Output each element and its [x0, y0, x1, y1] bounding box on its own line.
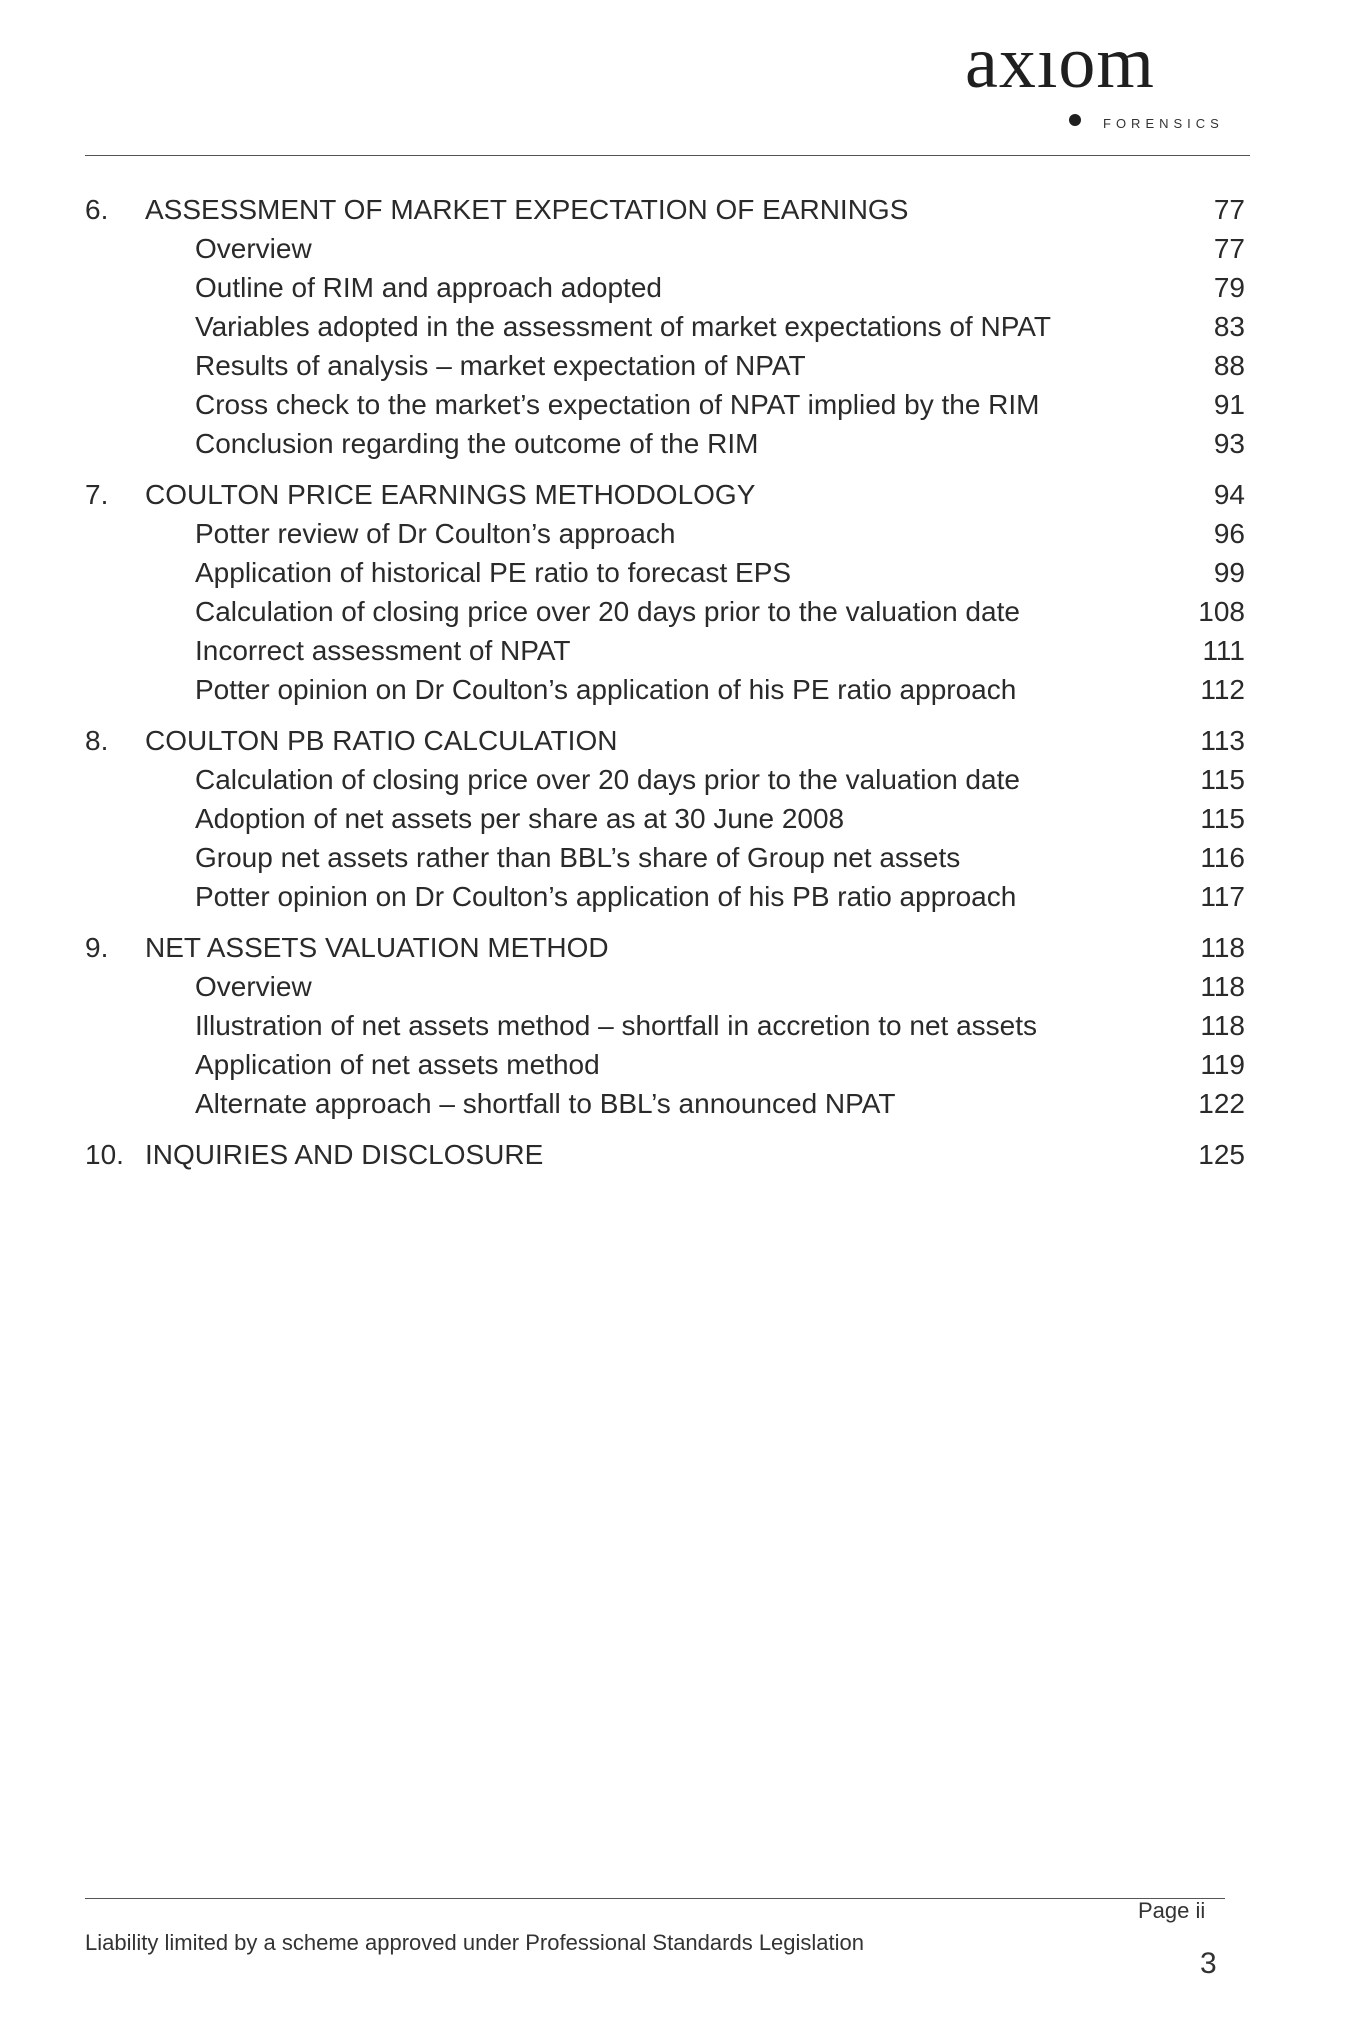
toc-entry-title: Alternate approach – shortfall to BBL’s announced NPAT	[195, 1088, 896, 1119]
toc-section-title: NET ASSETS VALUATION METHOD	[145, 932, 609, 963]
toc-section-number: 8.	[85, 725, 109, 756]
toc-entry-title: Results of analysis – market expectation of NPAT	[195, 350, 806, 381]
toc-section-heading[interactable]	[85, 190, 1245, 229]
toc-entry[interactable]	[85, 346, 1245, 385]
toc-entry[interactable]	[85, 760, 1245, 799]
liability-statement: Liability limited by a scheme approved under Professional Standards Legislation	[85, 1930, 865, 1955]
toc-page-number: 112	[1200, 674, 1245, 705]
toc-page-number: 91	[1213, 389, 1245, 420]
toc-entry-title: Calculation of closing price over 20 days prior to the valuation date	[195, 764, 1020, 795]
toc-page-number: 118	[1200, 1010, 1245, 1041]
toc-entry-title: Adoption of net assets per share as at 30 June 2008	[195, 803, 845, 834]
toc-entry-title: Conclusion regarding the outcome of the RIM	[195, 428, 759, 459]
axiom-forensics-logo	[965, 18, 1235, 131]
toc-page-number: 116	[1200, 842, 1245, 873]
toc-entry[interactable]	[85, 1045, 1245, 1084]
toc-entry[interactable]	[85, 877, 1245, 916]
toc-entry-title: Application of historical PE ratio to forecast EPS	[195, 557, 792, 588]
logo-wordmark: axıom	[965, 22, 1155, 104]
toc-entry-title: Overview	[195, 971, 312, 1002]
toc-section	[85, 928, 1245, 1123]
toc-entry-title: Application of net assets method	[195, 1049, 600, 1080]
toc-page-number: 115	[1200, 764, 1245, 795]
toc-section	[85, 1135, 1245, 1174]
toc-page-number: 99	[1213, 557, 1245, 588]
logo-dot	[1069, 114, 1081, 126]
toc-entry-title: Cross check to the market’s expectation of NPAT implied by the RIM	[195, 389, 1040, 420]
toc-section	[85, 475, 1245, 709]
page-label: Page ii	[1138, 1898, 1206, 1923]
toc-section-number: 7.	[85, 479, 109, 510]
toc-entry-title: Variables adopted in the assessment of market expectations of NPAT	[195, 311, 1051, 342]
toc-entry-title: Potter opinion on Dr Coulton’s application of his PB ratio approach	[195, 881, 1017, 912]
header-divider	[85, 155, 1250, 156]
toc-page-number: 94	[1213, 479, 1245, 510]
toc-entry-title: Group net assets rather than BBL’s share of Group net assets	[195, 842, 961, 873]
toc-entry-title: Incorrect assessment of NPAT	[195, 635, 571, 666]
toc-page-number: 96	[1213, 518, 1245, 549]
toc-entry[interactable]	[85, 307, 1245, 346]
toc-section	[85, 190, 1245, 463]
toc-section-heading[interactable]	[85, 928, 1245, 967]
toc-entry[interactable]	[85, 799, 1245, 838]
toc-section-title: ASSESSMENT OF MARKET EXPECTATION OF EARNINGS	[145, 194, 909, 225]
toc-page-number: 113	[1200, 725, 1245, 756]
footer-divider	[85, 1898, 1225, 1899]
toc-entry[interactable]	[85, 1084, 1245, 1123]
toc-section	[85, 721, 1245, 916]
toc-entry-title: Potter review of Dr Coulton’s approach	[195, 518, 676, 549]
toc-entry[interactable]	[85, 670, 1245, 709]
toc-section-heading[interactable]	[85, 721, 1245, 760]
toc-page-number: 83	[1213, 311, 1245, 342]
toc-entry[interactable]	[85, 592, 1245, 631]
toc-entry-title: Calculation of closing price over 20 days prior to the valuation date	[195, 596, 1020, 627]
toc-section-number: 6.	[85, 194, 109, 225]
table-of-contents	[85, 190, 1245, 1186]
toc-section-title: INQUIRIES AND DISCLOSURE	[145, 1139, 544, 1170]
toc-entry[interactable]	[85, 553, 1245, 592]
toc-section-number: 10.	[85, 1139, 124, 1170]
toc-entry[interactable]	[85, 838, 1245, 877]
toc-page-number: 93	[1213, 428, 1245, 459]
toc-page-number: 77	[1213, 194, 1245, 225]
toc-entry[interactable]	[85, 385, 1245, 424]
toc-page-number: 77	[1213, 233, 1245, 264]
toc-entry[interactable]	[85, 229, 1245, 268]
toc-section-heading[interactable]	[85, 1135, 1245, 1174]
toc-entry-title: Overview	[195, 233, 312, 264]
toc-page-number: 115	[1200, 803, 1245, 834]
toc-section-number: 9.	[85, 932, 109, 963]
toc-entry[interactable]	[85, 1006, 1245, 1045]
toc-section-title: COULTON PB RATIO CALCULATION	[145, 725, 618, 756]
toc-page-number: 125	[1198, 1139, 1245, 1170]
toc-page-number: 118	[1200, 971, 1245, 1002]
toc-section-title: COULTON PRICE EARNINGS METHODOLOGY	[145, 479, 756, 510]
toc-entry[interactable]	[85, 424, 1245, 463]
toc-entry-title: Potter opinion on Dr Coulton’s application of his PE ratio approach	[195, 674, 1017, 705]
toc-page-number: 118	[1200, 932, 1245, 963]
toc-entry[interactable]	[85, 967, 1245, 1006]
toc-page-number: 111	[1202, 635, 1245, 666]
toc-page-number: 79	[1213, 272, 1245, 303]
toc-entry[interactable]	[85, 268, 1245, 307]
logo-subtitle: FORENSICS	[1103, 116, 1224, 131]
toc-page-number: 117	[1200, 881, 1245, 912]
toc-entry[interactable]	[85, 514, 1245, 553]
toc-entry-title: Illustration of net assets method – shortfall in accretion to net assets	[195, 1010, 1037, 1041]
page-number: 3	[1200, 1947, 1217, 1980]
toc-page-number: 122	[1198, 1088, 1245, 1119]
toc-entry[interactable]	[85, 631, 1245, 670]
toc-page-number: 119	[1200, 1049, 1245, 1080]
toc-section-heading[interactable]	[85, 475, 1245, 514]
toc-page-number: 108	[1198, 596, 1245, 627]
toc-entry-title: Outline of RIM and approach adopted	[195, 272, 662, 303]
toc-page-number: 88	[1213, 350, 1245, 381]
